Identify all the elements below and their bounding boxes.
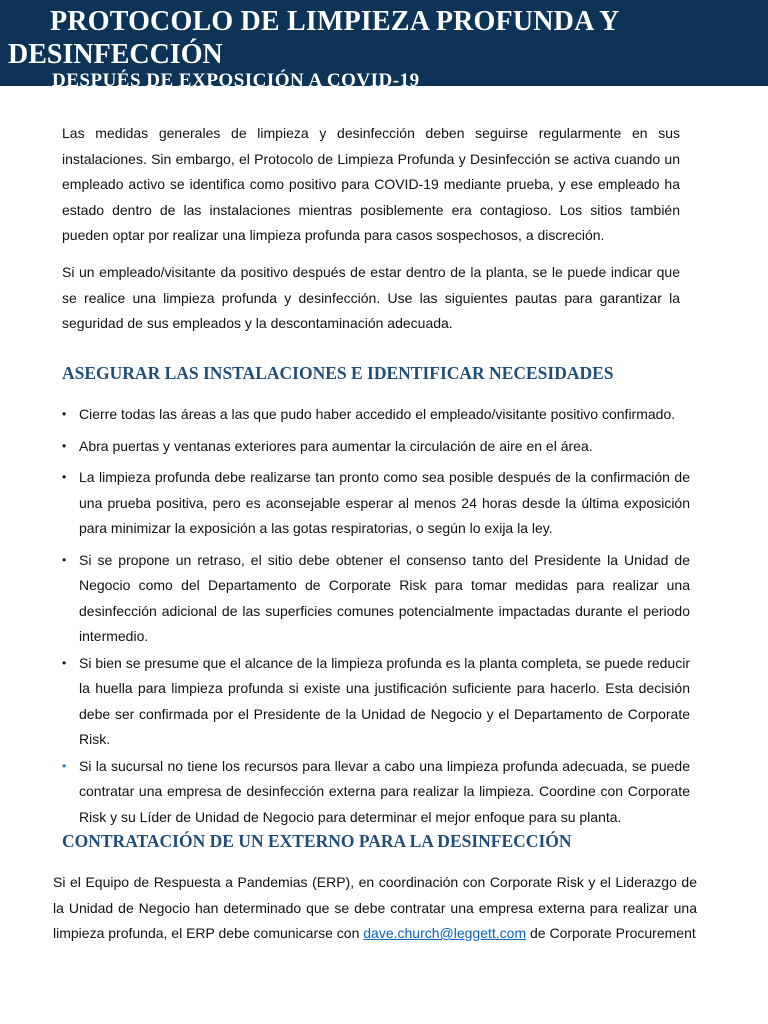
bullet-icon: • xyxy=(62,407,67,421)
document-subtitle: DESPUÉS DE EXPOSICIÓN A COVID-19 xyxy=(52,70,420,86)
list-item-text: La limpieza profunda debe realizarse tan pronto como sea posible después de la confirmación de una prueba positiva, pero es aconsejable esperar al menos 24 horas desde la última exposición para minimizar la exposición a las gotas respiratorias, o según lo exija la ley. xyxy=(79,469,690,536)
list-item-text: Cierre todas las áreas a las que pudo haber accedido el empleado/visitante positivo confirmado. xyxy=(79,406,676,422)
email-link[interactable]: dave.church@leggett.com xyxy=(363,925,527,941)
document-title-line1: PROTOCOLO DE LIMPIEZA PROFUNDA Y xyxy=(50,6,620,37)
document-header xyxy=(0,0,768,86)
list-item-text: Si la sucursal no tiene los recursos para llevar a cabo una limpieza profunda adecuada, se puede contratar una empresa de desinfección externa para realizar la limpieza. Coordine con Corporate Risk y su Líder de Unidad de Negocio para determinar el mejor enfoque para su planta. xyxy=(79,757,690,825)
bullet-icon: • xyxy=(62,655,67,670)
list-item xyxy=(62,754,690,831)
bullet-icon: • xyxy=(62,438,67,453)
list-item xyxy=(62,434,690,460)
bullet-icon: • xyxy=(62,758,67,773)
bullet-list xyxy=(62,402,690,836)
list-item-text: Abra puertas y ventanas exteriores para aumentar la circulación de aire en el área. xyxy=(79,437,593,454)
list-item xyxy=(62,402,690,428)
bullet-icon: • xyxy=(62,470,67,484)
section-heading-external-contractor: CONTRATACIÓN DE UN EXTERNO PARA LA DESINFECCIÓN xyxy=(62,831,572,851)
intro-paragraph-1: Las medidas generales de limpieza y desinfección deben seguirse regularmente en sus instalaciones. Sin embargo, el Protocolo de Limpieza Profunda y Desinfección se activa cuando un empleado activo se identifica como positivo para COVID-19 mediante prueba, y ese empleado ha estado dentro de las instalaciones mientras posiblemente era contagioso. Los sitios también pueden optar por realizar una limpieza profunda para casos sospechosos, a discreción. xyxy=(62,125,680,243)
bullet-icon: • xyxy=(62,552,67,567)
list-item xyxy=(62,548,690,650)
contractor-paragraph xyxy=(53,870,697,947)
list-item-text: Si se propone un retraso, el sitio debe obtener el consenso tanto del Presidente la Unidad de Negocio como del Departamento de Corporate Risk para tomar medidas para realizar una desinfección adicional de las superficies comunes potencialmente impactadas durante el periodo intermedio. xyxy=(79,551,690,644)
intro-paragraph-2: Si un empleado/visitante da positivo después de estar dentro de la planta, se le puede indicar que se realice una limpieza profunda y desinfección. Use las siguientes pautas para garantizar la seguridad de sus empleados y la descontaminación adecuada. xyxy=(62,264,680,331)
list-item xyxy=(62,651,690,753)
contractor-text-start: Si el Equipo de Respuesta a Pandemias (ERP), en coordinación con Corporate Risk y el Liderazgo de la Unidad de Negocio han determinado que se debe contratar una empresa externa para realizar una limpieza profunda, el ERP debe comunicarse con xyxy=(53,874,697,941)
list-item xyxy=(62,465,690,542)
contractor-text-end: de Corporate Procurement xyxy=(526,925,696,941)
section-heading-secure-facilities: ASEGURAR LAS INSTALACIONES E IDENTIFICAR NECESIDADES xyxy=(62,363,614,383)
document-title-line2: DESINFECCIÓN xyxy=(8,39,223,70)
list-item-text: Si bien se presume que el alcance de la limpieza profunda es la planta completa, se puede reducir la huella para limpieza profunda si existe una justificación suficiente para hacerlo. Esta decisión debe ser confirmada por el Presidente de la Unidad de Negocio y el Departamento de Corporate Risk. xyxy=(79,654,690,747)
